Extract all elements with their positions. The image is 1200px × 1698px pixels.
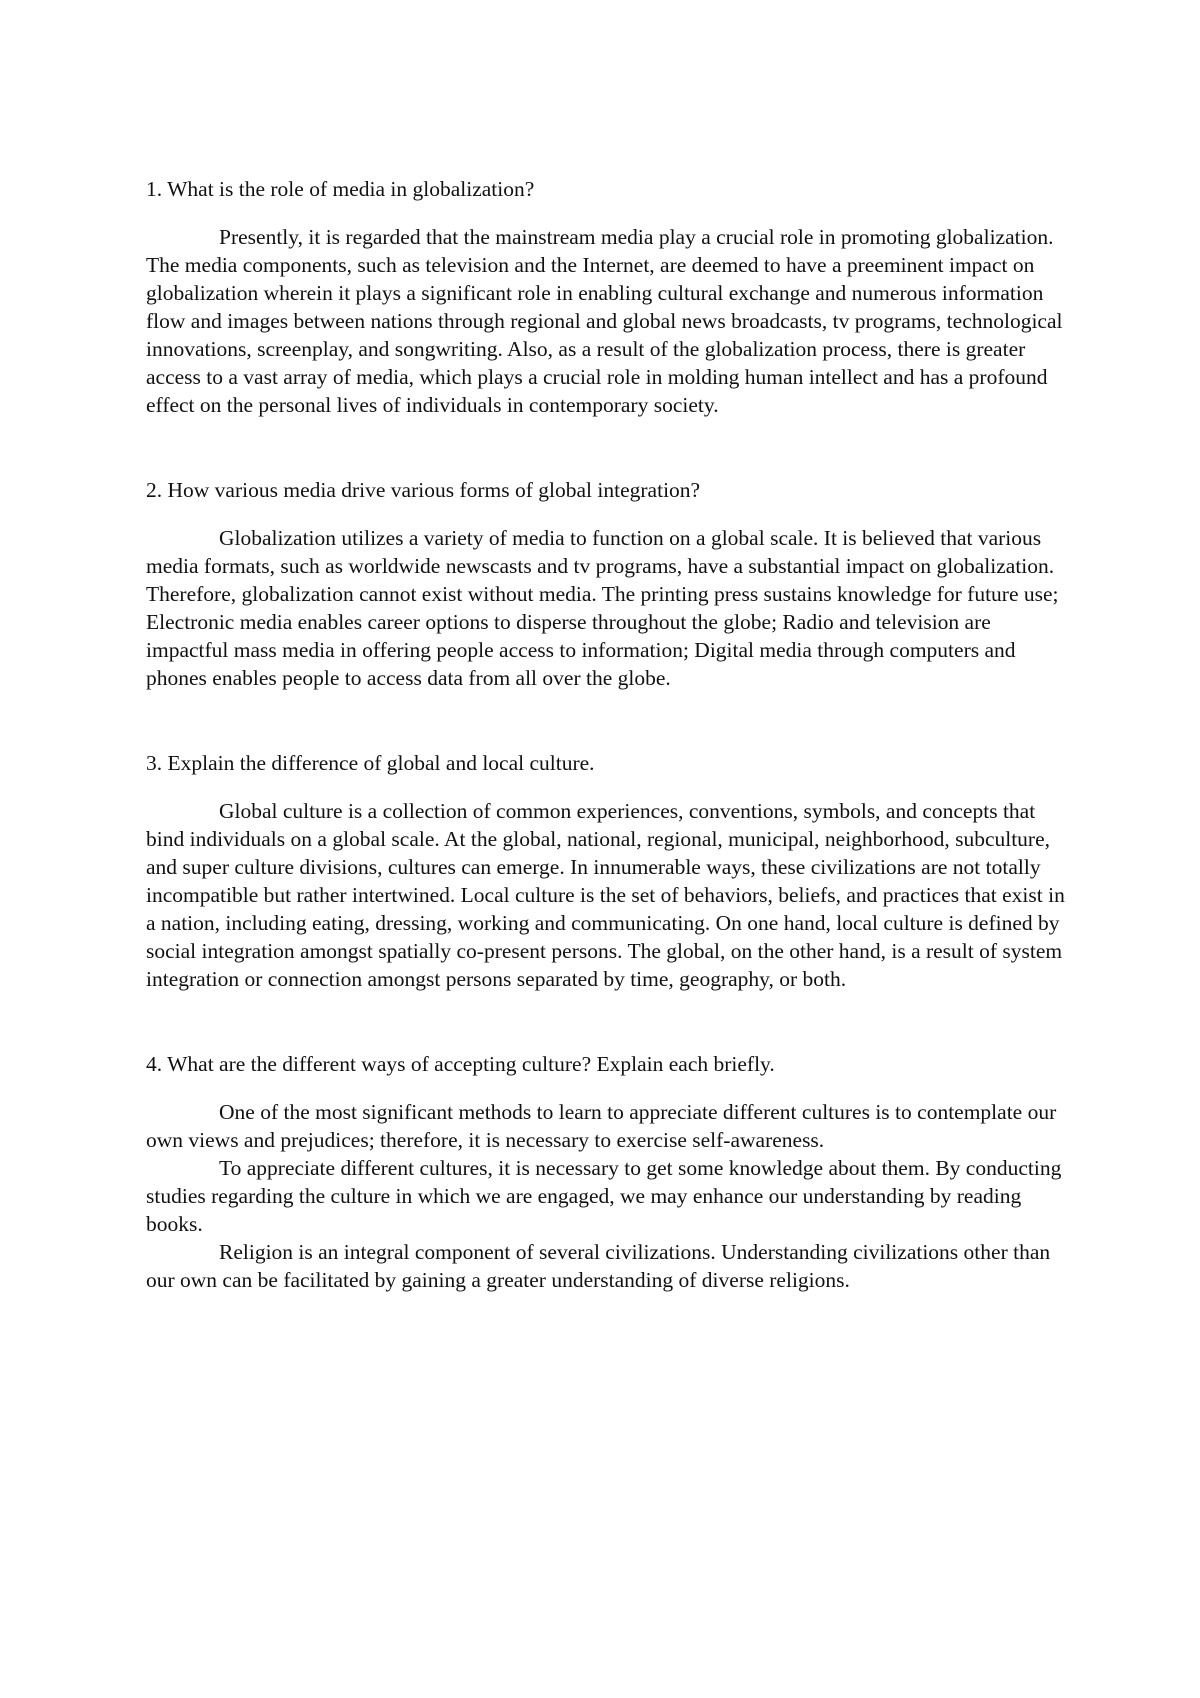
section-4 — [146, 1050, 1066, 1294]
section-2 — [146, 476, 1066, 692]
answer-block — [146, 223, 1066, 419]
question-heading: 4. What are the different ways of accepting culture? Explain each briefly. — [146, 1052, 775, 1076]
question-heading: 3. Explain the difference of global and local culture. — [146, 751, 595, 775]
answer-paragraph: Globalization utilizes a variety of media to function on a global scale. It is believed that various media formats, such as worldwide newscasts and tv programs, have a substantial impact on globalization. Therefore, globalization cannot exist without media. The printing press sustains knowledge for future use; Electronic media enables career options to disperse throughout the globe; Radio and television are impactful mass media in offering people access to information; Digital media through computers and phones enables people to access data from all over the globe. — [146, 526, 1059, 690]
document-body — [146, 175, 1066, 1294]
section-3 — [146, 749, 1066, 993]
answer-paragraph: One of the most significant methods to learn to appreciate different cultures is to contemplate our own views and prejudices; therefore, it is necessary to exercise self-awareness. — [146, 1100, 1057, 1152]
answer-paragraph: Presently, it is regarded that the mainstream media play a crucial role in promoting globalization. The media components, such as television and the Internet, are deemed to have a preeminent impact on globalization wherein it plays a significant role in enabling cultural exchange and numerous information flow and images between nations through regional and global news broadcasts, tv programs, technological innovations, screenplay, and songwriting. Also, as a result of the globalization process, there is greater access to a vast array of media, which plays a crucial role in molding human intellect and has a profound effect on the personal lives of individuals in contemporary society. — [146, 225, 1063, 417]
section-1 — [146, 175, 1066, 419]
question-heading: 2. How various media drive various forms of global integration? — [146, 478, 701, 502]
answer-block — [146, 797, 1066, 993]
answer-paragraph: Religion is an integral component of several civilizations. Understanding civilizations other than our own can be facilitated by gaining a greater understanding of diverse religions. — [146, 1240, 1051, 1292]
answer-paragraph: To appreciate different cultures, it is necessary to get some knowledge about them. By conducting studies regarding the culture in which we are engaged, we may enhance our understanding by reading books. — [146, 1156, 1062, 1236]
answer-paragraph: Global culture is a collection of common experiences, conventions, symbols, and concepts that bind individuals on a global scale. At the global, national, regional, municipal, neighborhood, subculture, and super culture divisions, cultures can emerge. In innumerable ways, these civilizations are not totally incompatible but rather intertwined. Local culture is the set of behaviors, beliefs, and practices that exist in a nation, including eating, dressing, working and communicating. On one hand, local culture is defined by social integration amongst spatially co-present persons. The global, on the other hand, is a result of system integration or connection amongst persons separated by time, geography, or both. — [146, 799, 1065, 991]
answer-block — [146, 1098, 1066, 1294]
question-heading: 1. What is the role of media in globalization? — [146, 177, 535, 201]
answer-block — [146, 524, 1066, 692]
